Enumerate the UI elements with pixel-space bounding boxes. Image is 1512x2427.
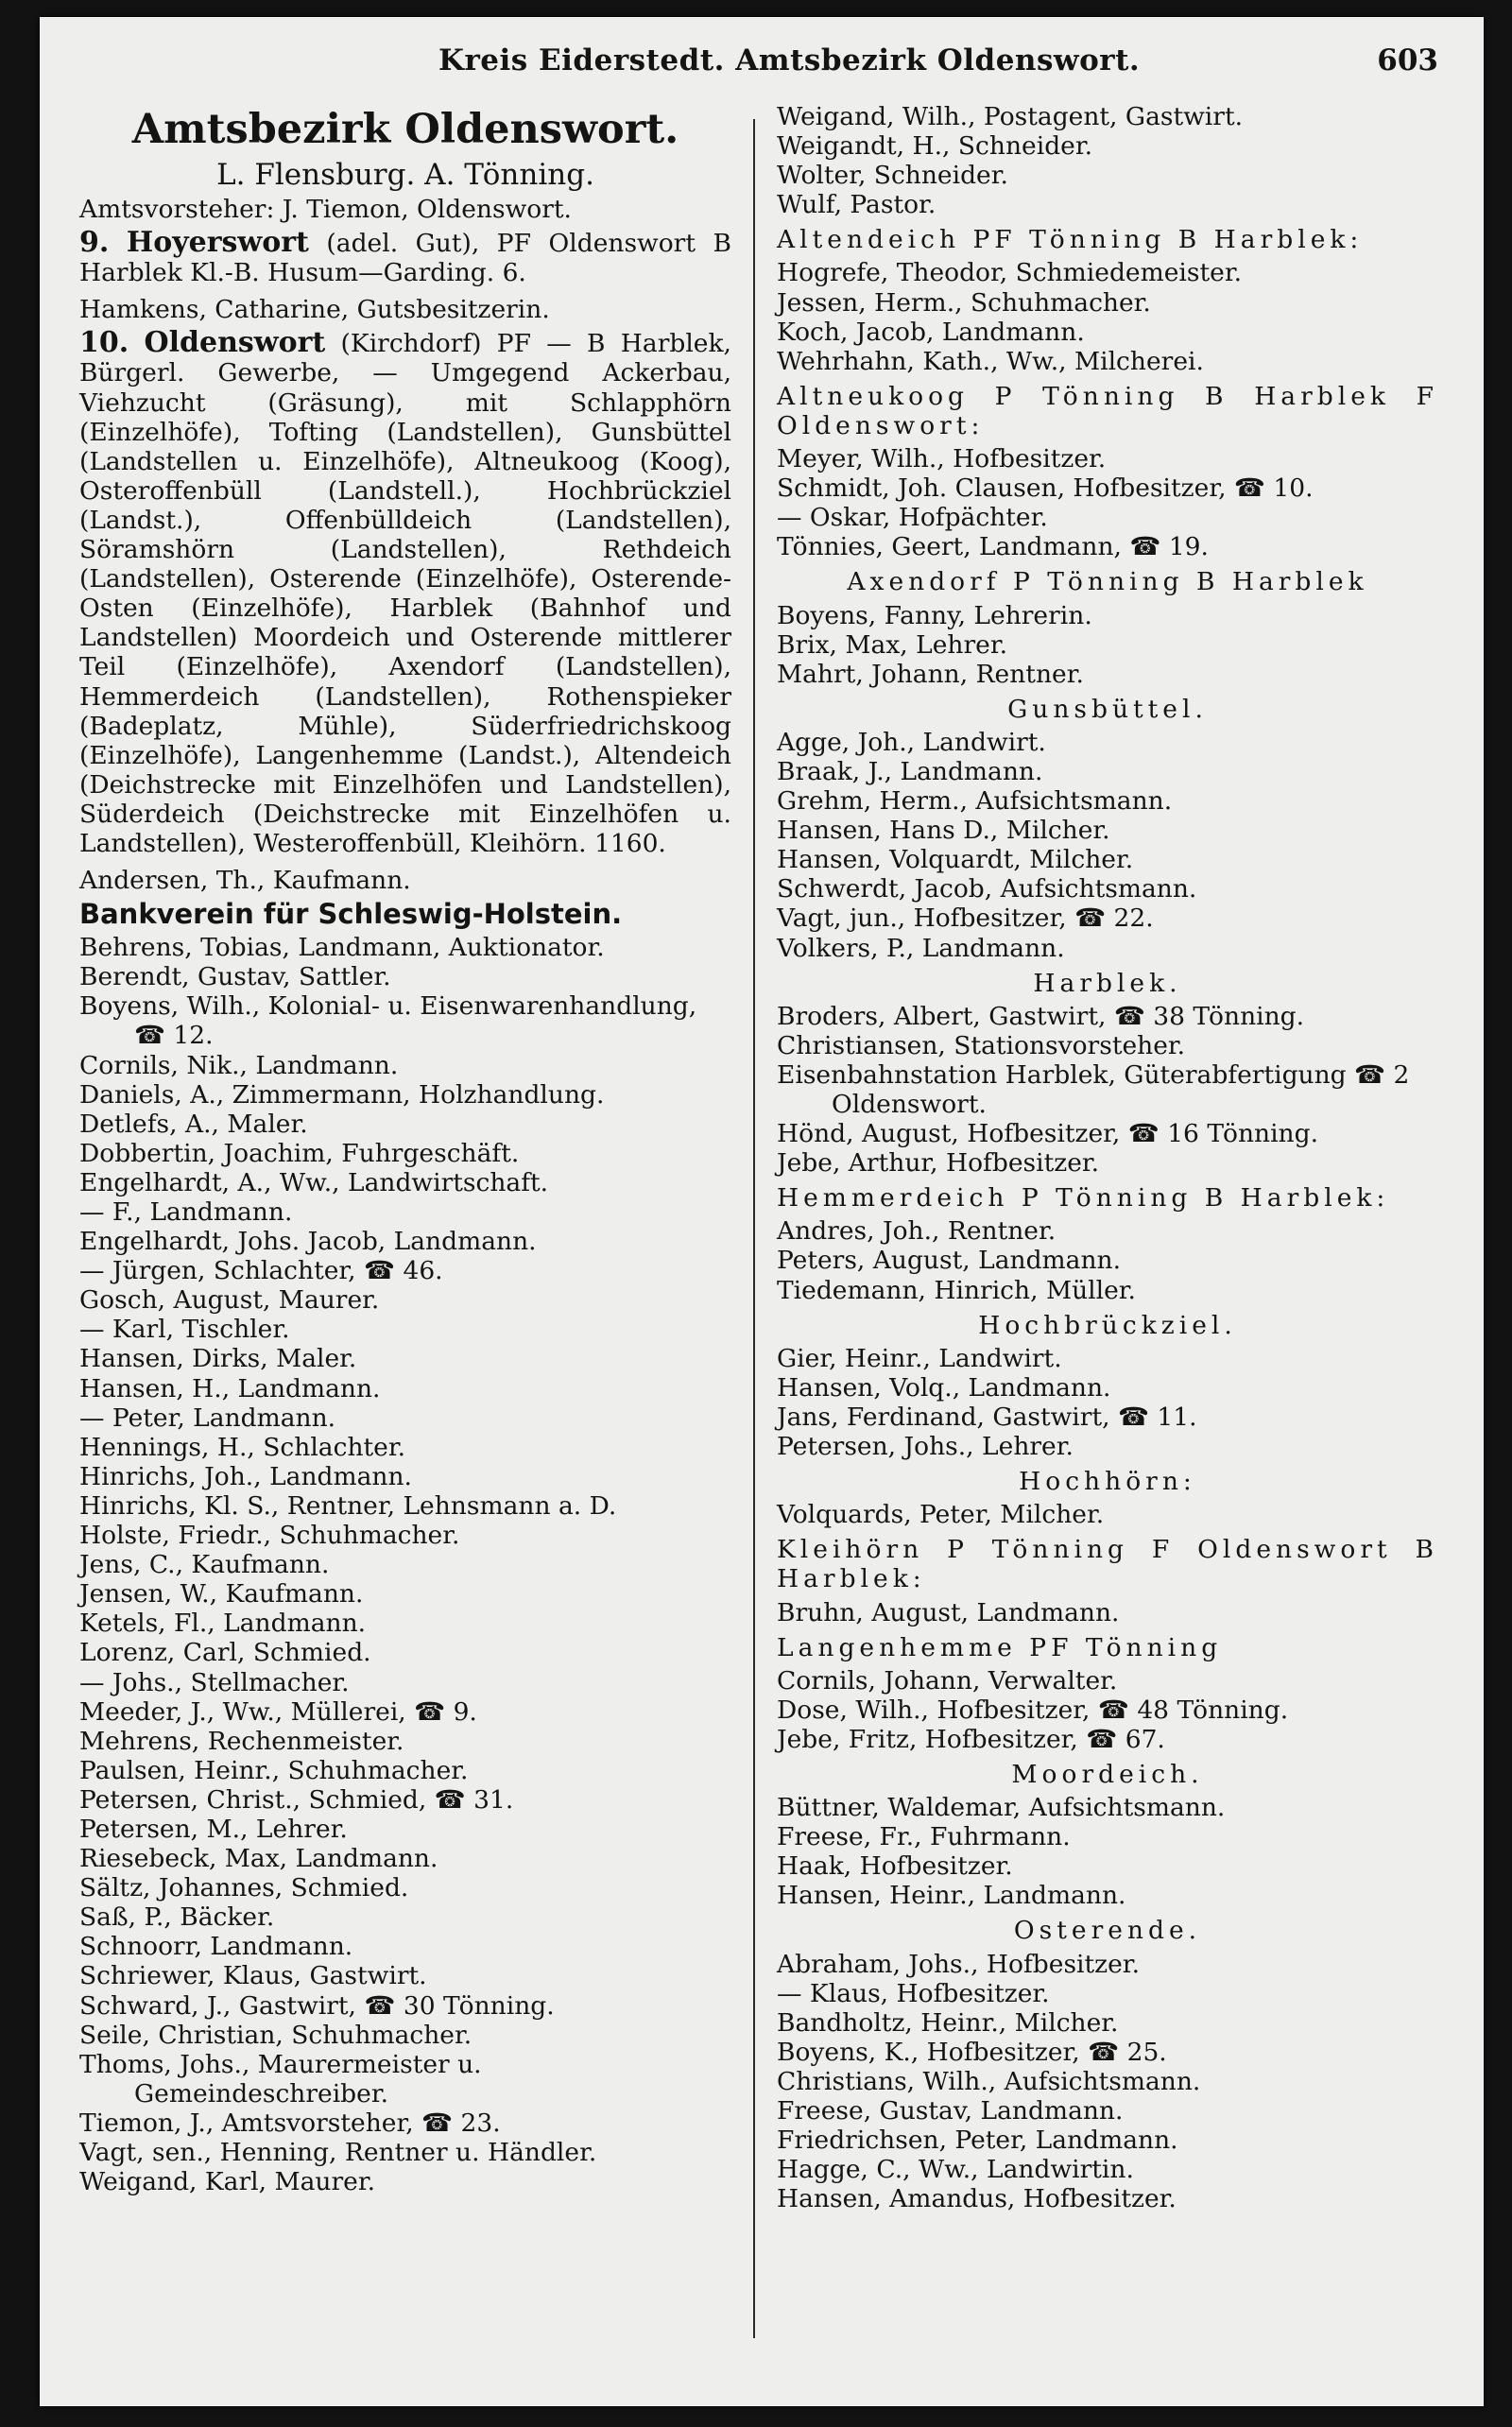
list-item: Abraham, Johs., Hofbesitzer. [777, 1949, 1140, 1979]
locality-heading-langenhemme: Langenhemme PF Tönning [777, 1632, 1223, 1662]
list-item: Boyens, Fanny, Lehrerin. [777, 600, 1092, 630]
list-item: Hogrefe, Theodor, Schmiedemeister. [777, 258, 1243, 288]
list-item: Tiedemann, Hinrich, Müller. [777, 1275, 1136, 1305]
list-item: — Karl, Tischler. [79, 1315, 290, 1345]
list-item: Hansen, Hans D., Milcher. [777, 816, 1110, 846]
list-item: Hansen, Dirks, Maler. [79, 1344, 357, 1374]
directory-page [40, 17, 1484, 2406]
list-item: — Johs., Stellmacher. [79, 1667, 350, 1697]
list-item: Friedrichsen, Peter, Landmann. [777, 2126, 1178, 2156]
list-item: Hansen, H., Landmann. [79, 1373, 381, 1403]
list-item: Eisenbahnstation Harblek, Güterabfertigung ☎ 2 Oldenswort. [777, 1059, 1410, 1119]
list-item: Sältz, Johannes, Schmied. [79, 1873, 409, 1903]
list-item: Paulsen, Heinr., Schuhmacher. [79, 1755, 469, 1785]
list-item: Lorenz, Carl, Schmied. [79, 1638, 371, 1668]
list-item: Haak, Hofbesitzer. [777, 1851, 1013, 1882]
list-item: Wehrhahn, Kath., Ww., Milcherei. [777, 346, 1204, 376]
list-item: Wulf, Pastor. [777, 190, 936, 220]
locality-heading-harblek: Harblek. [1033, 968, 1182, 998]
list-item: Seile, Christian, Schuhmacher. [79, 2020, 472, 2050]
list-item: Dose, Wilh., Hofbesitzer, ☎ 48 Tönning. [777, 1695, 1289, 1725]
list-item: Berendt, Gustav, Sattler. [79, 962, 391, 992]
list-item: Ketels, Fl., Landmann. [79, 1609, 367, 1639]
list-item: — Peter, Landmann. [79, 1403, 336, 1433]
list-item: Petersen, M., Lehrer. [79, 1814, 348, 1844]
place-entry-hoyerswort [79, 228, 731, 287]
locality-heading-altneukoog: Altneukoog P Tönning B Harblek F Oldenswort: [777, 381, 1438, 440]
list-item: Hansen, Heinr., Landmann. [777, 1881, 1126, 1911]
list-item: Schriewer, Klaus, Gastwirt. [79, 1961, 427, 1991]
list-item: Riesebeck, Max, Landmann. [79, 1844, 438, 1874]
locality-heading-kleihoern: Kleihörn P Tönning F Oldenswort B Harblek: [777, 1535, 1438, 1594]
place-number: 9. [79, 226, 110, 260]
list-item: Tönnies, Geert, Landmann, ☎ 19. [777, 532, 1209, 562]
list-item: Holste, Friedr., Schuhmacher. [79, 1521, 460, 1551]
running-header [40, 30, 1484, 77]
list-item: Petersen, Johs., Lehrer. [777, 1432, 1074, 1462]
section-subtitle: L. Flensburg. A. Tönning. [216, 158, 594, 192]
locality-heading-hemmerdeich: Hemmerdeich P Tönning B Harblek: [777, 1183, 1390, 1214]
list-item: Hinrichs, Joh., Landmann. [79, 1461, 412, 1491]
right-column [777, 102, 1438, 2213]
list-item: Engelhardt, A., Ww., Landwirtschaft. [79, 1167, 549, 1197]
place-description: (Kirchdorf) PF — B Harblek, Bürgerl. Gewerbe, — Umgegend Ackerbau, Viehzucht (Gräsung), mit Schlapphörn (Einzelhöfe), Tofting (Landstellen), Gunsbüttel (Landstellen u. Einzelhöfe), Altneukoog (Koog), Osteroffenbüll (Landstell.), Hochbrückziel (Landst.), Offenbülldeich (Landstellen), Söramshörn (Landstellen), Rethdeich (Landstellen), Osterende (Einzelhöfe), Osterende-Osten (Einzelhöfe), Harblek (Bahnhof und Landstellen) Moordeich und Osterende mittlerer Teil (Einzelhöfe), Axendorf (Landstellen), Hemmerdeich (Landstellen), Rothenspieker (Badeplatz, Mühle), Süderfriedrichskoog (Einzelhöfe), Langenhemme (Landst.), Altendeich (Deichstrecke mit Einzelhöfen und Landstellen), Süderdeich (Deichstrecke mit Einzelhöfen u. Landstellen), Westeroffenbüll, Kleihörn. 1160. [79, 329, 731, 858]
list-item: Meyer, Wilh., Hofbesitzer. [777, 444, 1107, 474]
locality-heading-altendeich: Altendeich PF Tönning B Harblek: [777, 225, 1364, 255]
section-title: Amtsbezirk Oldenswort. [131, 106, 679, 153]
list-item: Jans, Ferdinand, Gastwirt, ☎ 11. [777, 1402, 1197, 1432]
place-number: 10. [79, 326, 129, 360]
list-item: Weigand, Karl, Maurer. [79, 2167, 375, 2197]
bank-entry: Bankverein für Schleswig-Holstein. [79, 898, 623, 931]
list-item: Hönd, August, Hofbesitzer, ☎ 16 Tönning. [777, 1119, 1319, 1149]
list-item: Vagt, jun., Hofbesitzer, ☎ 22. [777, 904, 1154, 934]
list-item: Agge, Joh., Landwirt. [777, 727, 1046, 757]
list-item: Volquards, Peter, Milcher. [777, 1500, 1105, 1530]
list-item: Peters, August, Landmann. [777, 1246, 1122, 1276]
list-item: Daniels, A., Zimmermann, Holzhandlung. [79, 1079, 605, 1110]
list-item: Mahrt, Johann, Rentner. [777, 659, 1084, 689]
list-item: Grehm, Herm., Aufsichtsmann. [777, 786, 1173, 817]
list-item: Tiemon, J., Amtsvorsteher, ☎ 23. [79, 2108, 501, 2138]
list-item: Detlefs, A., Maler. [79, 1109, 308, 1139]
list-item: Freese, Fr., Fuhrmann. [777, 1822, 1071, 1852]
list-item: Dobbertin, Joachim, Fuhrgeschäft. [79, 1138, 520, 1168]
list-item: Saß, P., Bäcker. [79, 1902, 275, 1933]
list-item: Volkers, P., Landmann. [777, 933, 1065, 963]
list-item: Meeder, J., Ww., Müllerei, ☎ 9. [79, 1696, 477, 1727]
list-item: Jens, C., Kaufmann. [79, 1550, 330, 1580]
list-item: Wolter, Schneider. [777, 161, 1008, 191]
district-head: Amtsvorsteher: J. Tiemon, Oldenswort. [79, 195, 572, 224]
list-item: Cornils, Nik., Landmann. [79, 1050, 399, 1080]
list-item: Schnoorr, Landmann. [79, 1932, 353, 1962]
list-item: Jessen, Herm., Schuhmacher. [777, 287, 1151, 318]
list-item: Jebe, Fritz, Hofbesitzer, ☎ 67. [777, 1724, 1165, 1754]
list-item: Hinrichs, Kl. S., Rentner, Lehnsmann a. D. [79, 1490, 617, 1521]
list-item: Broders, Albert, Gastwirt, ☎ 38 Tönning. [777, 1001, 1305, 1031]
list-item: Christians, Wilh., Aufsichtsmann. [777, 2066, 1201, 2096]
list-item: — Oskar, Hofpächter. [777, 503, 1048, 533]
list-item: Behrens, Tobias, Landmann, Auktionator. [79, 933, 605, 963]
list-item: Schwerdt, Jacob, Aufsichtsmann. [777, 874, 1197, 904]
list-item: Vagt, sen., Henning, Rentner u. Händler. [79, 2138, 597, 2167]
list-item: Schmidt, Joh. Clausen, Hofbesitzer, ☎ 10. [777, 473, 1314, 504]
list-item: Engelhardt, Johs. Jacob, Landmann. [79, 1227, 537, 1257]
running-title: Kreis Eiderstedt. Amtsbezirk Oldenswort. [438, 43, 1141, 77]
locality-heading-gunsbuettel: Gunsbüttel. [1007, 694, 1208, 724]
list-item: Jebe, Arthur, Hofbesitzer. [777, 1148, 1100, 1179]
list-item: Hansen, Volq., Landmann. [777, 1372, 1111, 1403]
list-item: Boyens, K., Hofbesitzer, ☎ 25. [777, 2037, 1167, 2067]
place-name: Hoyerswort [126, 226, 309, 260]
list-item: Koch, Jacob, Landmann. [777, 317, 1085, 347]
list-item: Hamkens, Catharine, Gutsbesitzerin. [79, 295, 550, 325]
list-item: Bruhn, August, Landmann. [777, 1597, 1120, 1627]
list-item: Cornils, Johann, Verwalter. [777, 1665, 1118, 1695]
column-divider [753, 119, 755, 2338]
place-name: Oldenswort [144, 326, 326, 360]
resident-list [79, 933, 731, 2196]
list-item: Schward, J., Gastwirt, ☎ 30 Tönning. [79, 1990, 555, 2021]
place-description: (adel. Gut), PF Oldenswort B Harblek Kl.-B. Husum—Garding. 6. [79, 229, 731, 288]
list-item: Andersen, Th., Kaufmann. [79, 866, 411, 896]
locality-heading-hochbrueckziel: Hochbrückziel. [978, 1310, 1237, 1340]
list-item: Hagge, C., Ww., Landwirtin. [777, 2155, 1134, 2185]
list-item: Boyens, Wilh., Kolonial- u. Eisenwarenhandlung, ☎ 12. [79, 991, 697, 1051]
list-item: Petersen, Christ., Schmied, ☎ 31. [79, 1784, 514, 1815]
place-entry-oldenswort [79, 328, 731, 858]
list-item: Gosch, August, Maurer. [79, 1285, 380, 1316]
locality-heading-osterende: Osterende. [1013, 1916, 1202, 1946]
page-number: 603 [1377, 43, 1438, 77]
left-column [79, 102, 731, 2196]
locality-heading-axendorf: Axendorf P Tönning B Harblek [847, 567, 1368, 597]
list-item: Hennings, H., Schlachter. [79, 1432, 406, 1462]
list-item: Braak, J., Landmann. [777, 756, 1043, 786]
list-item: Bandholtz, Heinr., Milcher. [777, 2007, 1119, 2038]
list-item: — Klaus, Hofbesitzer. [777, 1978, 1050, 2008]
list-item: Gier, Heinr., Landwirt. [777, 1343, 1062, 1373]
list-item: Hansen, Volquardt, Milcher. [777, 845, 1134, 875]
list-item: — Jürgen, Schlachter, ☎ 46. [79, 1256, 443, 1286]
list-item: Christiansen, Stationsvorsteher. [777, 1030, 1186, 1060]
list-item: — F., Landmann. [79, 1197, 293, 1227]
list-item: Hansen, Amandus, Hofbesitzer. [777, 2184, 1177, 2214]
locality-heading-moordeich: Moordeich. [1011, 1759, 1204, 1789]
list-item: Mehrens, Rechenmeister. [79, 1726, 404, 1756]
list-item: Weigand, Wilh., Postagent, Gastwirt. [777, 102, 1244, 131]
list-item: Freese, Gustav, Landmann. [777, 2096, 1124, 2126]
list-item: Brix, Max, Lehrer. [777, 629, 1008, 660]
list-item: Thoms, Johs., Maurermeister u. Gemeindeschreiber. [79, 2049, 482, 2109]
list-item: Jensen, W., Kaufmann. [79, 1579, 364, 1609]
locality-heading-hochhoern: Hochhörn: [1019, 1467, 1196, 1497]
list-item: Andres, Joh., Rentner. [777, 1216, 1057, 1247]
list-item: Büttner, Waldemar, Aufsichtsmann. [777, 1793, 1226, 1823]
list-item: Weigandt, H., Schneider. [777, 131, 1093, 162]
